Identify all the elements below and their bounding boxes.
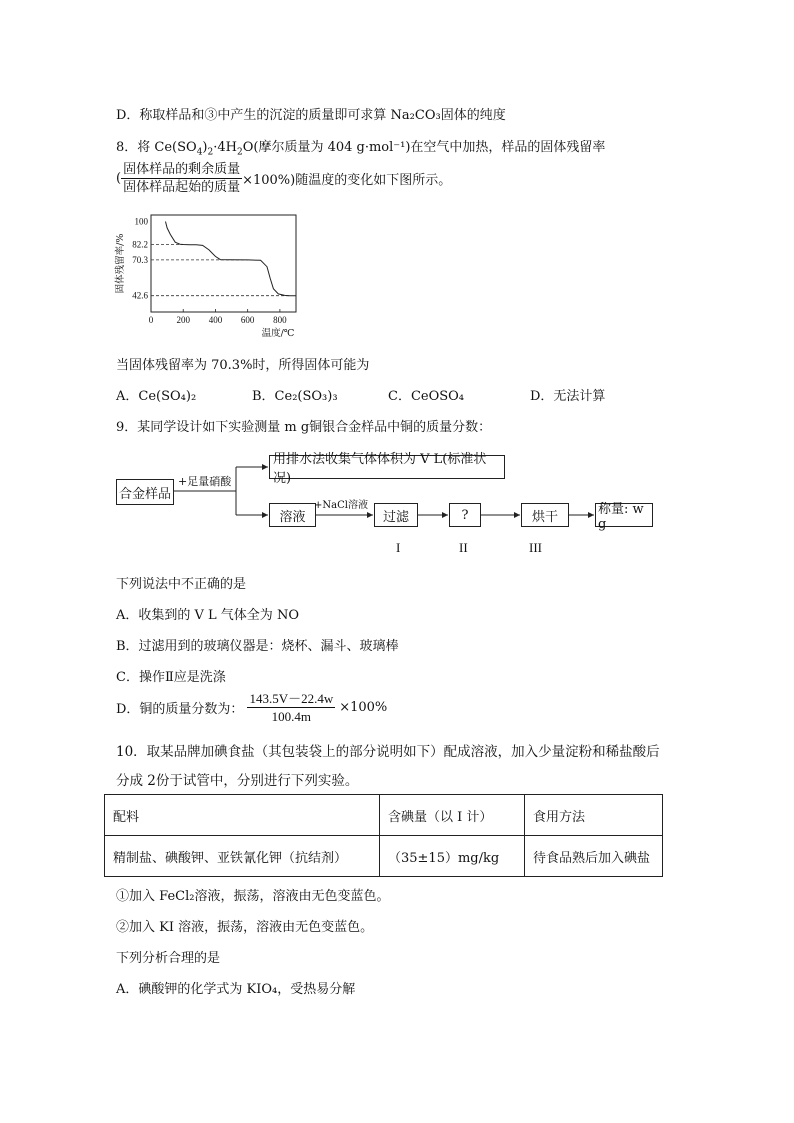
y-tick-label: 70.3 [132,254,148,265]
q8-stem-prefix: 8．将 Ce(SO [116,140,197,155]
x-tick-label: 600 [240,315,255,325]
flow-alloy-sample: 合金样品 [116,479,174,505]
flow-weigh: 称量: w g [595,503,653,527]
q10-experiment-1: ①加入 FeCl₂溶液，振荡，溶液由无色变蓝色。 [116,889,390,904]
flow-filter: 过滤 [374,503,418,527]
q8-fraction [121,161,242,196]
q9-option-d-label: D．铜的质量分数为： [116,702,244,717]
q9-stem: 9．某同学设计如下实验测量 m g铜银合金样品中铜的质量分数： [116,420,492,435]
q8-frac-numerator: 固体样品的剩余质量 [123,162,241,177]
q9-option-d-denominator: 100.4m [271,709,312,724]
q9-question: 下列说法中不正确的是 [116,577,247,592]
x-tick-label: 200 [176,315,190,325]
x-axis-label: 温度/℃ [261,328,295,339]
table-header-row [105,795,663,836]
step-label-2: II [459,540,468,555]
q8-stem: 8．将 $Ce(SO_4)_2\cdot 4H_2O$(摩尔质量为 404 g·mol⁻¹)在空气中加热，样品的固体残留率 [116,140,606,158]
residue-curve [166,222,297,296]
q8-option-a: A．Ce(SO₄)₂ [116,389,197,404]
x-tick-label: 400 [208,315,223,325]
q10-option-a: A．碘酸钾的化学式为 KIO₄，受热易分解 [116,982,356,997]
q8-stem-hydrate: ·4H [213,140,237,155]
table-cell-ingredients: 精制盐、碘酸钾、亚铁氰化钾（抗结剂） [105,836,380,877]
q10-stem-line2: 分成 2份于试管中，分别进行下列实验。 [116,773,359,789]
q9-option-a: A．收集到的 V L 气体全为 NO [116,608,299,623]
q8-frac-tail: ×100%)随温度的变化如下图所示。 [242,173,452,188]
q7-option-d: D．称取样品和③中产生的沉淀的质量即可求算 Na₂CO₃固体的纯度 [116,108,506,123]
q8-frac-open: ( [116,171,122,186]
y-tick-label: 42.6 [132,290,148,301]
table-header-iodine: 含碘量（以 I 计） [380,795,525,836]
chart-frame [151,215,296,312]
flow-reagent-nitric: +足量硝酸 [178,475,232,488]
table-header-ingredients: 配料 [105,795,380,836]
flow-gas-box: 用排水法收集气体体积为 V L(标准状况) [269,455,505,479]
q8-stem-mid: ) [202,140,208,155]
y-tick-label: 82.2 [132,239,148,250]
q8-fraction-line [116,161,451,196]
q9-option-d [116,690,387,725]
table-header-usage: 食用方法 [525,795,663,836]
q10-question: 下列分析合理的是 [116,951,221,966]
x-tick-label: 0 [148,315,154,325]
q8-question: 当固体残留率为 70.3%时，所得固体可能为 [116,358,370,373]
q9-option-d-fraction [247,690,335,725]
x-tick-label: 800 [273,315,287,325]
step-label-1: I [396,540,401,555]
flow-solution: 溶液 [269,503,316,527]
q8-option-d: D．无法计算 [530,389,606,404]
step-label-3: III [529,540,542,555]
y-axis-label: 固体残留率/% [115,233,126,294]
table-cell-usage: 待食品熟后加入碘盐 [525,836,663,877]
q10-experiment-2: ②加入 KI 溶液，振荡，溶液由无色变蓝色。 [116,920,374,935]
flow-reagent-nacl: +NaCl溶液 [314,500,368,511]
table-cell-iodine: （35±15）mg/kg [380,836,525,877]
q8-option-b: B．Ce₂(SO₃)₃ [252,389,338,404]
iodine-salt-table [104,794,663,877]
q9-option-d-tail: ×100% [339,700,388,715]
q9-option-c: C．操作Ⅱ应是洗涤 [116,670,226,685]
q8-frac-denominator: 固体样品起始的质量 [123,180,241,195]
q9-option-b: B．过滤用到的玻璃仪器是：烧杯、漏斗、玻璃棒 [116,639,399,654]
flow-unknown-step: ? [449,503,481,527]
residue-chart [110,212,310,340]
flow-dry: 烘干 [521,503,569,527]
q8-option-c: C．CeOSO₄ [388,389,465,404]
q8-stem-rest: O(摩尔质量为 404 g·mol⁻¹)在空气中加热，样品的固体残留率 [242,140,606,155]
y-tick-label: 100 [134,216,148,227]
q10-stem-line1: 10．取某品牌加碘食盐（其包装袋上的部分说明如下）配成溶液，加入少量淀粉和稀盐酸后 [116,744,660,760]
q9-option-d-numerator: 143.5V－22.4w [249,691,334,706]
table-row [105,836,663,877]
